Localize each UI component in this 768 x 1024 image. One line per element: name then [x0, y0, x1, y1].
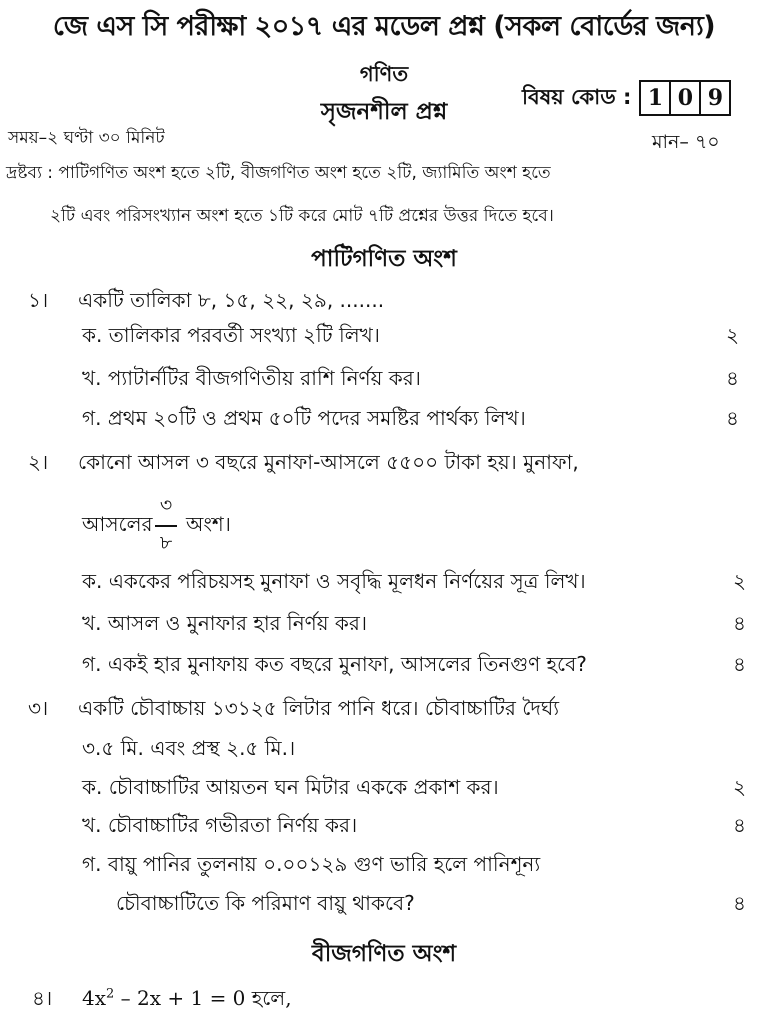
question-2-part-a-mark: ২ — [733, 569, 747, 593]
question-number: ১। — [28, 288, 49, 312]
question-number: ৩। — [28, 696, 49, 720]
question-2-stem-line2-before: আসলের — [82, 512, 153, 536]
equation-exponent: 2 — [106, 986, 115, 1002]
subject-code-digit: 0 — [671, 82, 701, 114]
full-marks: মান– ৭০ — [652, 131, 720, 153]
question-number: ২। — [28, 450, 49, 474]
question-1-part-c: গ. প্রথম ২০টি ও প্রথম ৫০টি পদের সমষ্টির পার্থক্য লিখ। — [82, 406, 526, 430]
fraction-bar — [155, 525, 177, 527]
instruction-note-line2: ২টি এবং পরিসংখ্যান অংশ হতে ১টি করে মোট ৭টি প্রশ্নের উত্তর দিতে হবে। — [50, 206, 554, 226]
subject-code-label: বিষয় কোড : — [522, 84, 632, 109]
question-3-part-c-line1: গ. বায়ু পানির তুলনায় ০.০০১২৯ গুণ ভারি হলে পানিশূন্য — [82, 852, 541, 876]
question-1-part-b-mark: ৪ — [726, 366, 739, 390]
question-stem-text: একটি চৌবাচ্চায় ১৩১২৫ লিটার পানি ধরে। চৌবাচ্চাটির দৈর্ঘ্য — [78, 696, 559, 720]
question-3-part-b: খ. চৌবাচ্চাটির গভীরতা নির্ণয় কর। — [82, 813, 358, 837]
question-1-part-b: খ. প্যাটার্নটির বীজগণিতীয় রাশি নির্ণয় কর। — [82, 366, 421, 390]
equation-prefix: 4x — [82, 986, 107, 1010]
subject-code — [522, 80, 731, 116]
question-2-part-c: গ. একই হার মুনাফায় কত বছরে মুনাফা, আসলের তিনগুণ হবে? — [82, 652, 587, 676]
question-3-part-c-line2: চৌবাচ্চাটিতে কি পরিমাণ বায়ু থাকবে? — [116, 891, 415, 915]
question-3-part-a-mark: ২ — [733, 775, 747, 799]
question-2-stem-line1 — [28, 448, 579, 481]
question-2-part-b: খ. আসল ও মুনাফার হার নির্ণয় কর। — [82, 611, 368, 635]
subject-code-box — [639, 80, 731, 116]
exam-time: সময়–২ ঘণ্টা ৩০ মিনিট — [8, 128, 165, 148]
question-number: ৪। — [32, 986, 53, 1010]
question-2-fraction — [155, 491, 177, 561]
question-1-part-a: ক. তালিকার পরবর্তী সংখ্যা ২টি লিখ। — [82, 323, 380, 347]
question-stem-text: কোনো আসল ৩ বছরে মুনাফা-আসলে ৫৫০০ টাকা হয়। মুনাফা, — [78, 450, 579, 474]
subject-name: গণিত — [359, 62, 409, 86]
instruction-note-line1: দ্রষ্টব্য : পাটিগণিত অংশ হতে ২টি, বীজগণিত অংশ হতে ২টি, জ্যামিতি অংশ হতে — [6, 163, 551, 183]
section-heading-algebra: বীজগণিত অংশ — [311, 941, 457, 967]
question-2-stem-line2-after: অংশ। — [186, 512, 231, 536]
question-2-part-a: ক. এককের পরিচয়সহ মুনাফা ও সবৃদ্ধি মূলধন নির্ণয়ের সূত্র লিখ। — [82, 569, 586, 593]
subject-code-digit: 9 — [707, 85, 724, 111]
question-2-part-c-mark: ৪ — [733, 652, 746, 676]
question-1-part-c-mark: ৪ — [726, 406, 739, 430]
question-1-part-a-mark: ২ — [726, 323, 740, 347]
equation-suffix: – 2x + 1 = 0 হলে, — [114, 986, 292, 1010]
exam-title: জে এস সি পরীক্ষা ২০১৭ এর মডেল প্রশ্ন (সকল বোর্ডের জন্য) — [52, 11, 716, 42]
fraction-denominator: ৮ — [159, 532, 173, 554]
question-1-stem — [28, 286, 384, 319]
question-stem-text: একটি তালিকা ৮, ১৫, ২২, ২৯, ....... — [78, 288, 385, 312]
subject-code-digit: 1 — [641, 82, 671, 114]
question-3-part-a: ক. চৌবাচ্চাটির আয়তন ঘন মিটার এককে প্রকাশ কর। — [82, 775, 499, 799]
question-2-part-b-mark: ৪ — [733, 611, 746, 635]
question-3-part-b-mark: ৪ — [733, 813, 746, 837]
question-type: সৃজনশীল প্রশ্ন — [320, 99, 448, 125]
question-3-part-c-mark: ৪ — [733, 891, 746, 915]
section-heading-arithmetic: পাটিগণিত অংশ — [311, 246, 457, 272]
question-4-stem — [32, 984, 292, 1017]
fraction-numerator: ৩ — [159, 494, 173, 516]
question-3-stem-line2: ৩.৫ মি. এবং প্রস্থ ২.৫ মি.। — [82, 736, 296, 760]
question-3-stem-line1 — [28, 694, 559, 727]
